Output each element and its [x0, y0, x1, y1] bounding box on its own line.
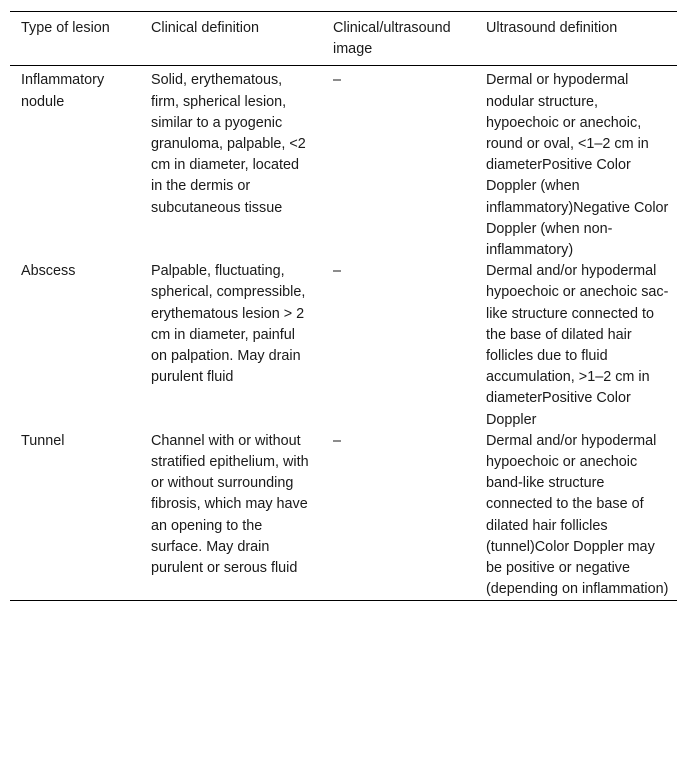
row-clinical-definition: Palpable, fluctuating, spherical, compressible, erythematous lesion > 2 cm in diameter, painful on palpation. May drain purulent fluid	[151, 263, 306, 386]
row-lesion-type: Inflammatory nodule	[21, 72, 105, 110]
row-clinical-definition: Solid, erythematous, firm, spherical lesion, similar to a pyogenic granuloma, palpable, <2 cm in diameter, located in the dermis or subcutaneous tissue	[151, 72, 306, 216]
table-row	[10, 431, 677, 601]
header-row	[10, 12, 677, 66]
header-clinical-definition: Clinical definition	[151, 20, 259, 36]
row-image: –	[333, 432, 342, 449]
row-lesion-type: Tunnel	[21, 432, 65, 449]
header-ultrasound-definition: Ultrasound definition	[486, 20, 618, 36]
row-ultrasound-definition: Dermal or hypodermal nodular structure, hypoechoic or anechoic, round or oval, <1–2 cm in diameterPositive Color Doppler (when inflammatory)Negative Color Doppler (when non-inflammatory)	[486, 72, 669, 259]
table-header	[10, 12, 677, 66]
table-row	[10, 66, 677, 261]
row-image: –	[333, 72, 342, 89]
header-type-of-lesion: Type of lesion	[21, 20, 110, 36]
row-ultrasound-definition: Dermal and/or hypodermal hypoechoic or anechoic band-like structure connected to the base of dilated hair follicles (tunnel)Color Doppler may be positive or negative (depending on inflammation)	[486, 432, 669, 598]
row-ultrasound-definition: Dermal and/or hypodermal hypoechoic or anechoic sac-like structure connected to the base of dilated hair follicles due to fluid accumulation, >1–2 cm in diameterPositive Color Doppler	[486, 263, 669, 428]
table-body	[10, 66, 677, 601]
row-image: –	[333, 263, 342, 280]
table-row	[10, 261, 677, 431]
row-lesion-type: Abscess	[21, 263, 76, 280]
row-clinical-definition: Channel with or without stratified epithelium, with or without surrounding fibrosis, which may have an opening to the surface. May drain purulent or serous fluid	[151, 432, 309, 577]
lesion-definitions-table	[10, 11, 677, 601]
header-clinical-ultrasound-image: Clinical/ultrasound image	[333, 20, 451, 58]
